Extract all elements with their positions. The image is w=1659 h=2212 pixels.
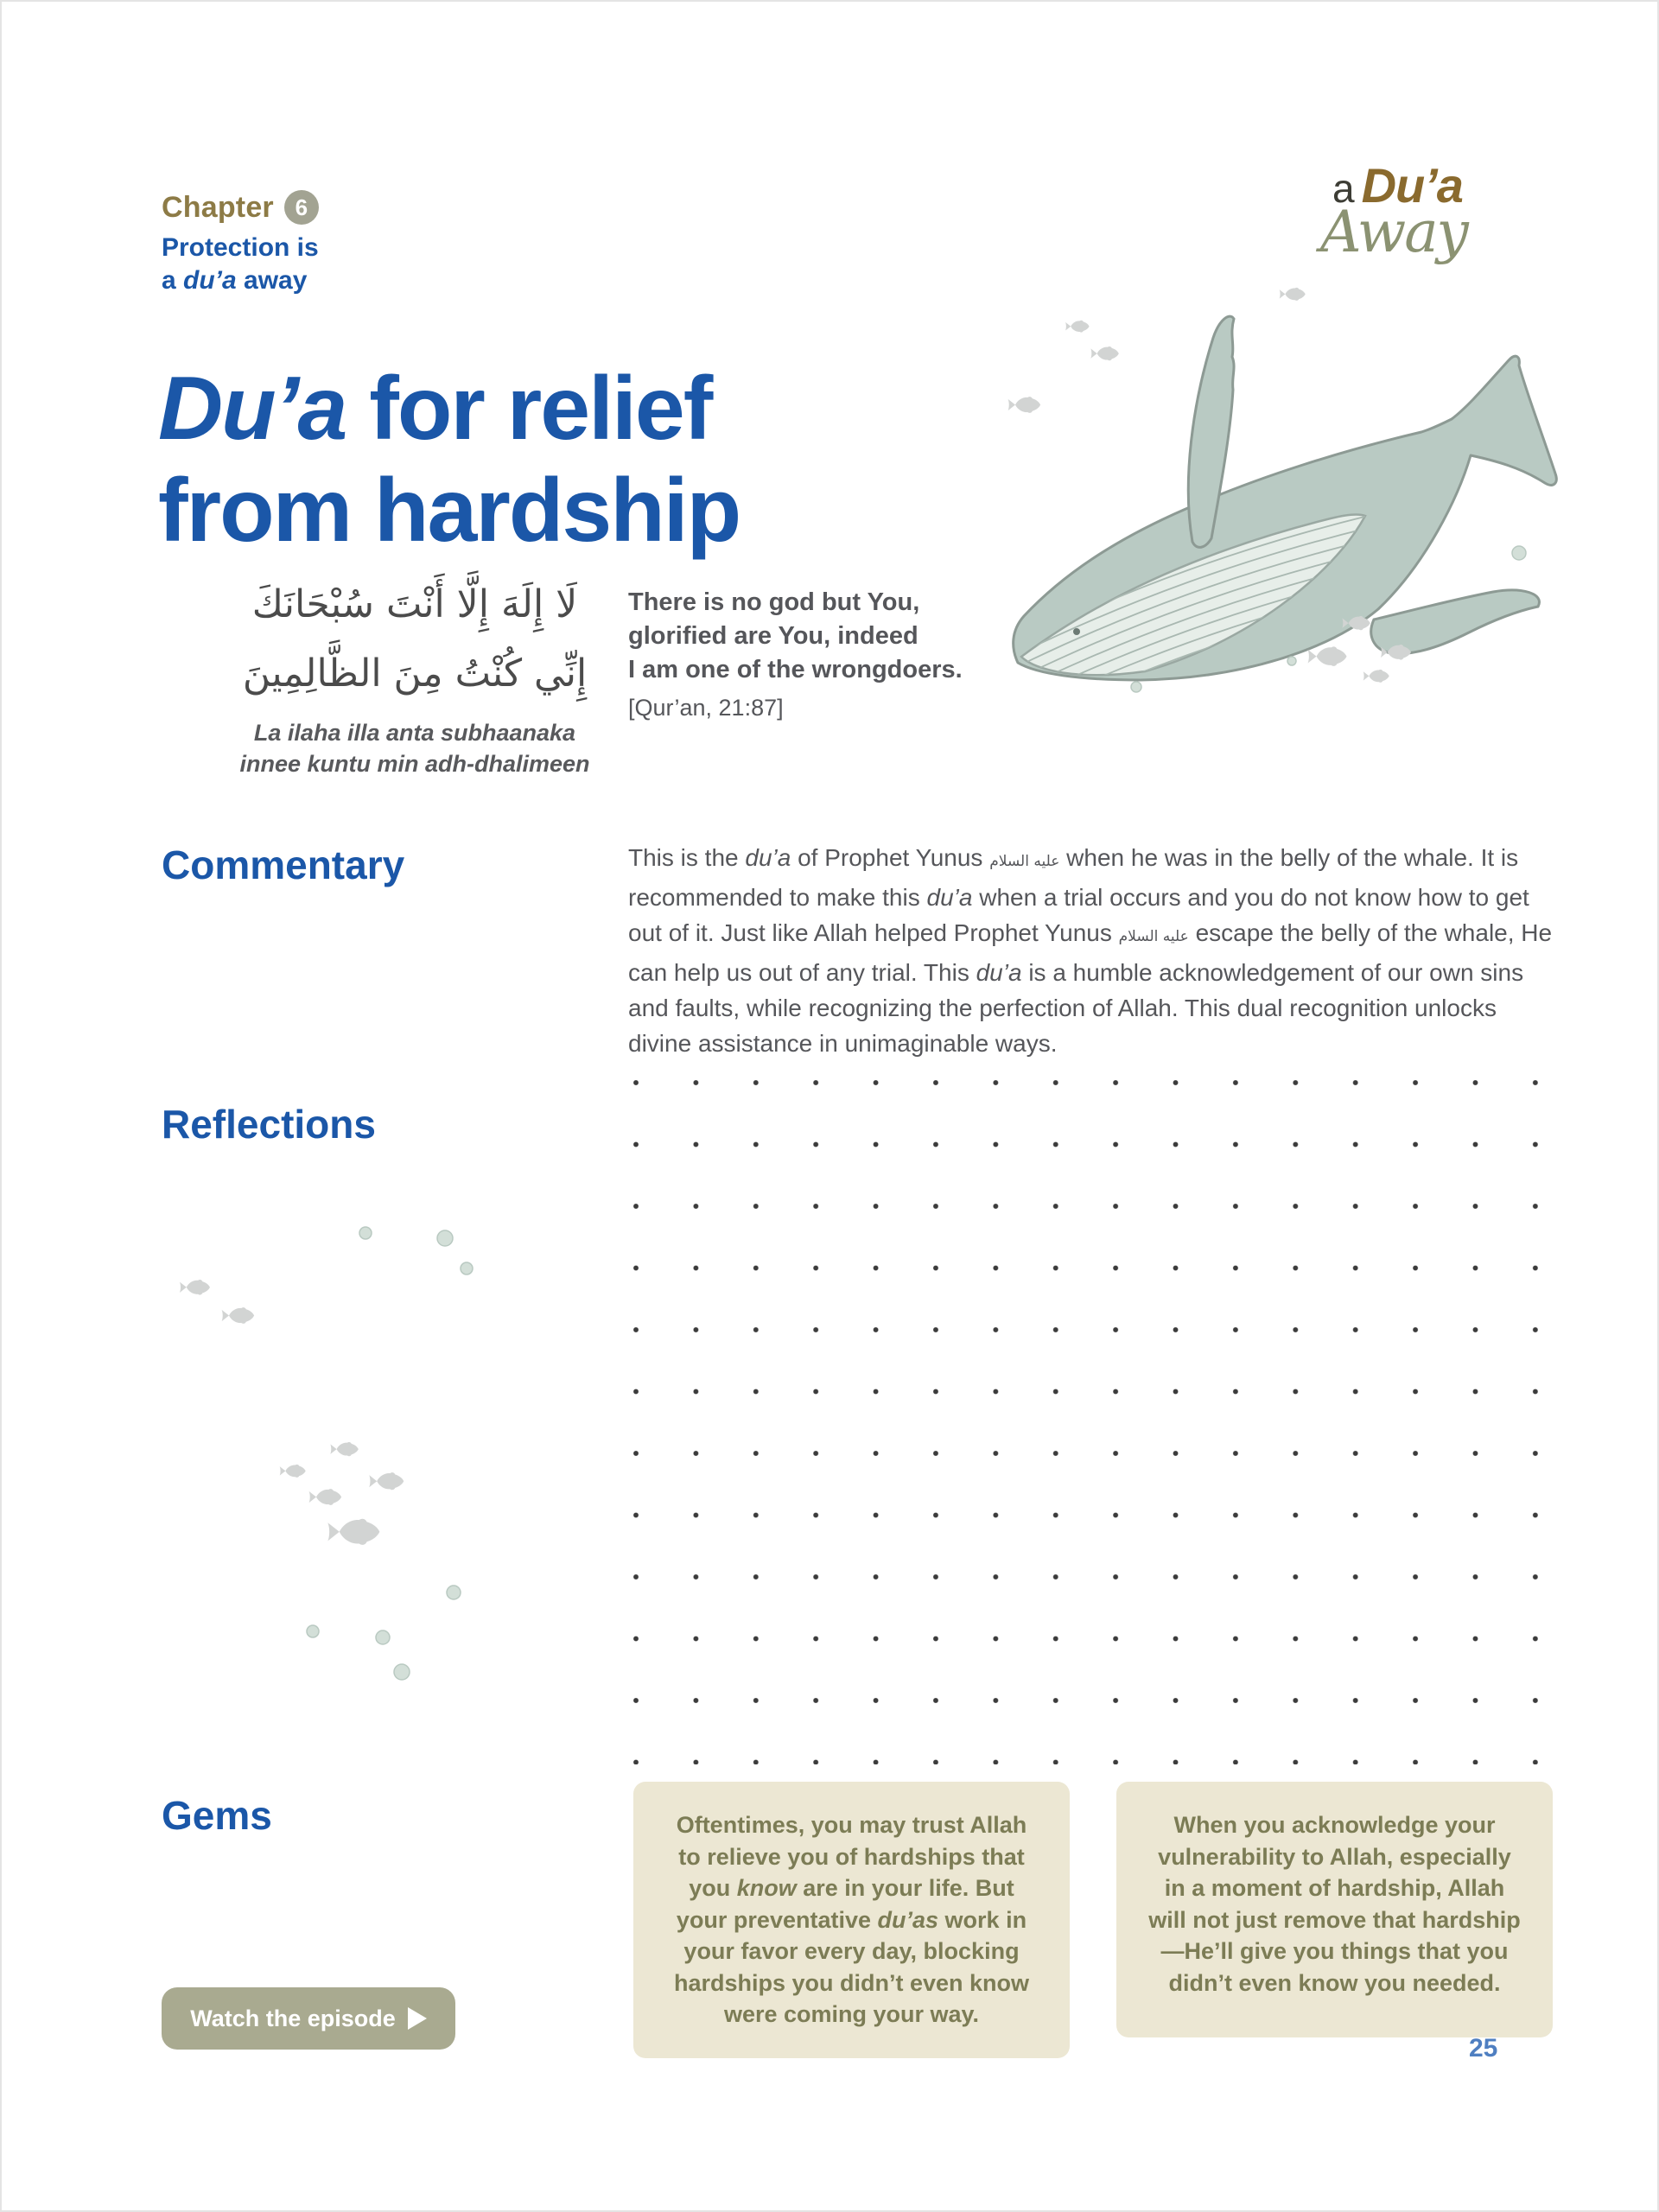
- gem2-text: When you acknowledge your vulnerability to Allah, especially in a moment of hardship, Allah will not just remove that hardship—He’ll give you things that you didn’t even know you needed.: [1148, 1812, 1521, 1996]
- chapter-subtitle-line1: Protection is: [162, 233, 319, 262]
- play-icon: [408, 2007, 427, 2030]
- chapter-subtitle-line2-italic: du’a: [183, 266, 237, 295]
- commentary-text: This is the: [628, 844, 746, 871]
- a-dua-away-logo: [1320, 158, 1536, 265]
- logo-a: a: [1332, 166, 1355, 211]
- chapter-subtitle: [162, 232, 319, 297]
- alayhis-salam-symbol: عليه السلام: [989, 853, 1060, 870]
- page-number: 25: [1469, 2034, 1498, 2063]
- commentary-italic-dua: du’a: [926, 884, 973, 911]
- watch-episode-button[interactable]: [162, 1987, 455, 2050]
- logo-dua: Du’a: [1361, 158, 1463, 213]
- chapter-block: [162, 190, 319, 297]
- gem1-text: Oftentimes, you may trust Allah to relieve you of hardships that you: [676, 1812, 1027, 1901]
- alayhis-salam-symbol: عليه السلام: [1118, 928, 1189, 945]
- watch-episode-label: Watch the episode: [190, 2005, 396, 2031]
- dua-transliteration: [207, 717, 622, 779]
- chapter-subtitle-line2-post: away: [236, 266, 308, 295]
- gems-heading: Gems: [162, 1793, 272, 1839]
- commentary-text: when a trial occurs and you do not know how to get out of it. Just like Allah helped Prophet Yunus: [628, 884, 1529, 946]
- dua-translation-line2: glorified are You, indeed: [628, 622, 918, 650]
- gem1-italic-duas: du’as: [877, 1906, 939, 1933]
- logo-away: Away: [1320, 199, 1467, 265]
- page-title-italic: Du’a: [158, 358, 346, 459]
- page-title-line2: from hardship: [158, 460, 741, 561]
- page-title-line1-rest: for relief: [346, 358, 712, 459]
- dua-translation-line3: I am one of the wrongdoers.: [628, 656, 963, 683]
- commentary-paragraph: [628, 840, 1560, 1061]
- gem1-italic-know: know: [736, 1875, 797, 1901]
- dua-transliteration-line1: La ilaha illa anta subhaanaka: [253, 720, 576, 746]
- gem-card-2: [1116, 1782, 1553, 2037]
- commentary-heading: Commentary: [162, 842, 405, 888]
- dua-transliteration-line2: innee kuntu min adh-dhalimeen: [239, 751, 590, 777]
- whale-illustration: [985, 289, 1581, 700]
- dua-arabic: [207, 570, 622, 709]
- reflections-heading: Reflections: [162, 1102, 376, 1147]
- chapter-number-badge: 6: [284, 190, 319, 225]
- commentary-text: of Prophet Yunus: [791, 844, 990, 871]
- dua-translation: [628, 586, 1060, 725]
- gem-card-1: [633, 1782, 1070, 2058]
- chapter-subtitle-line2-pre: a: [162, 266, 184, 295]
- dua-arabic-line2: إِنِّي كُنْتُ مِنَ الظَّالِمِينَ: [242, 652, 588, 696]
- whale-eye: [1073, 628, 1080, 635]
- gem1-text: are in your life. But your preventative: [676, 1875, 1014, 1933]
- chapter-label: Chapter: [162, 190, 274, 224]
- commentary-text: escape the belly of the whale, He can help us out of any trial. This: [628, 919, 1553, 986]
- page-title: [158, 358, 740, 562]
- dua-arabic-line1: لَا إِلَهَ إِلَّا أَنْتَ سُبْحَانَكَ: [251, 582, 578, 626]
- commentary-italic-dua: du’a: [745, 844, 791, 871]
- whale-far-fin: [1371, 590, 1540, 653]
- gem1-text: work in your favor every day, blocking hardships you didn’t even know were coming your way.: [673, 1906, 1030, 2027]
- commentary-text: when he was in the belly of the whale. It is recommended to make this: [628, 844, 1519, 911]
- dua-translation-line1: There is no god but You,: [628, 588, 920, 616]
- commentary-italic-dua: du’a: [976, 959, 1022, 986]
- commentary-text: is a humble acknowledgement of our own sins and faults, while recognizing the perfection of Allah. This dual recognition unlocks divine assistance in unimaginable ways.: [628, 959, 1524, 1057]
- quran-reference: [Qur’an, 21:87]: [628, 695, 784, 721]
- reflections-dot-grid: [633, 1080, 1538, 1764]
